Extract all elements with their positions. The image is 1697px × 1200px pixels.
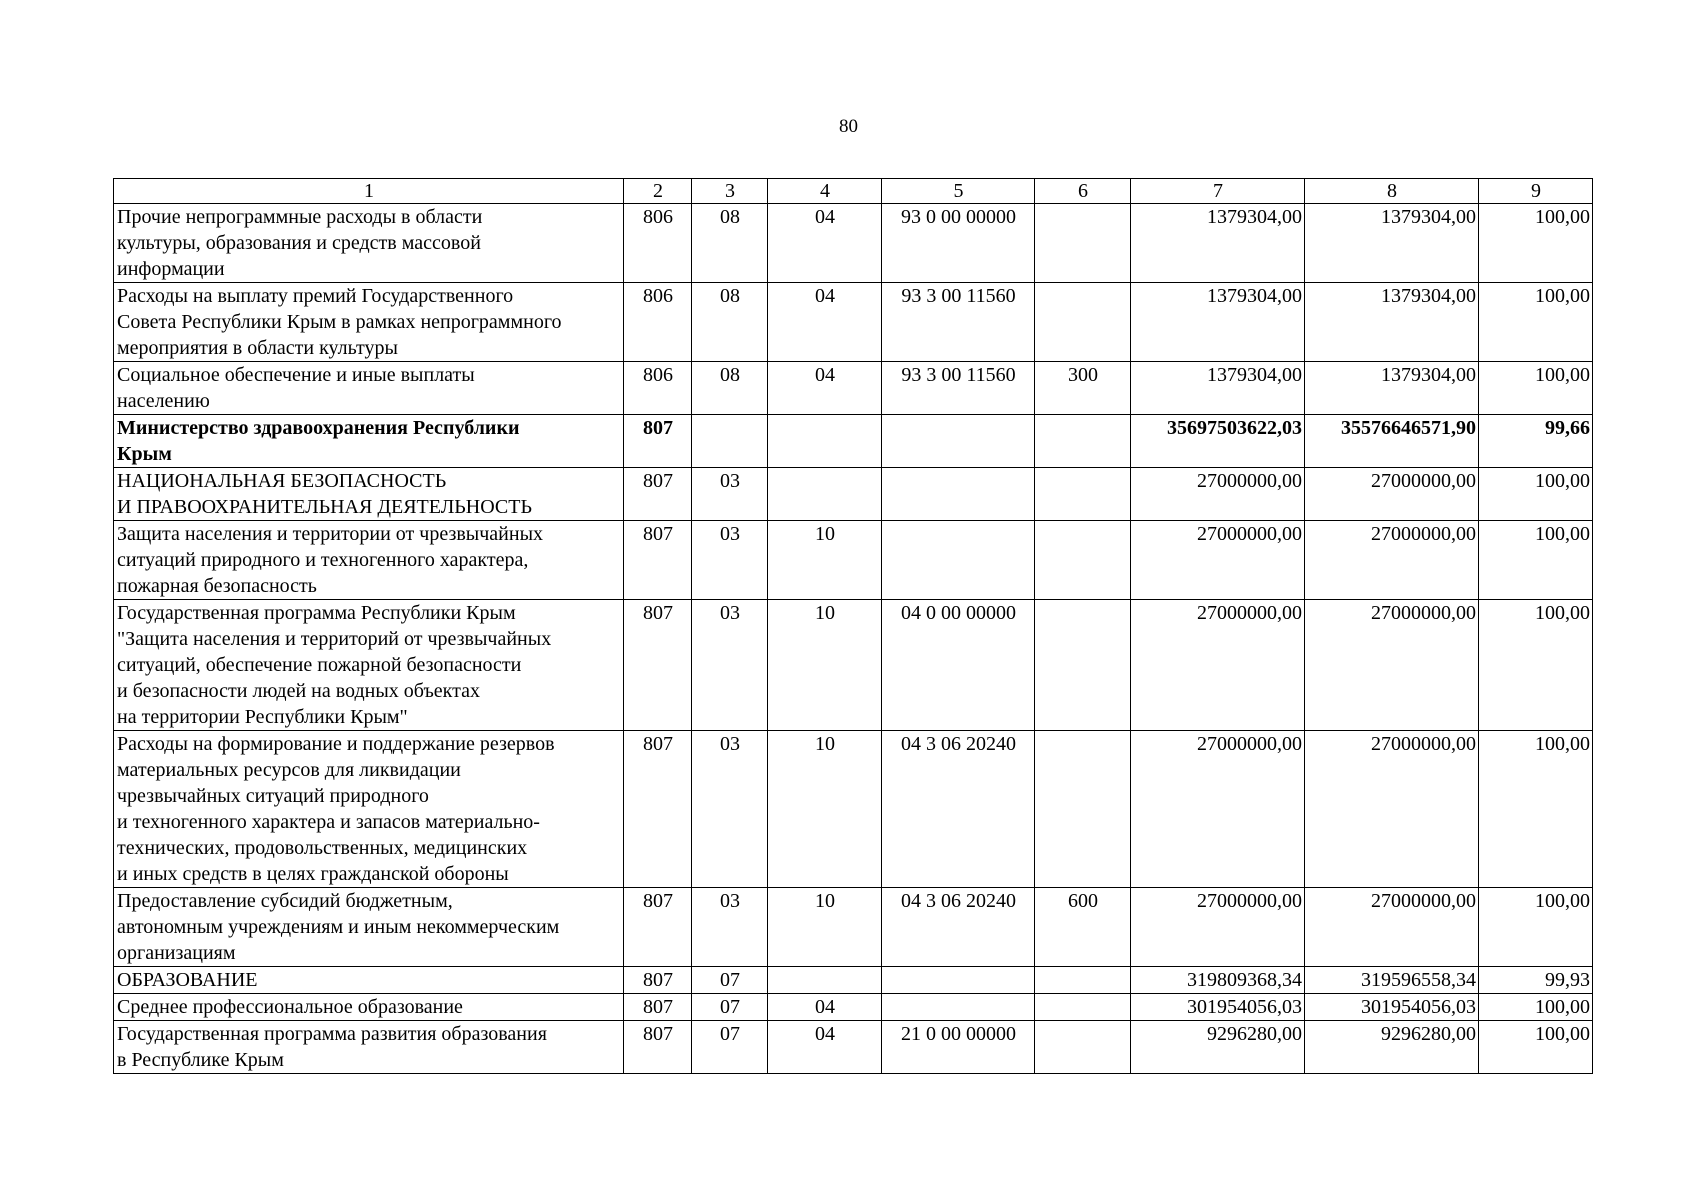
expense-type-cell	[1035, 994, 1131, 1021]
expense-type-cell: 600	[1035, 888, 1131, 967]
row-name-cell: Социальное обеспечение и иные выплаты населению	[114, 362, 624, 415]
plan-amount-cell: 27000000,00	[1131, 521, 1305, 600]
actual-amount-cell: 1379304,00	[1305, 204, 1479, 283]
actual-amount-cell: 27000000,00	[1305, 521, 1479, 600]
actual-amount-cell: 1379304,00	[1305, 362, 1479, 415]
percent-cell: 100,00	[1479, 521, 1593, 600]
actual-amount-cell: 35576646571,90	[1305, 415, 1479, 468]
percent-cell: 100,00	[1479, 731, 1593, 888]
actual-amount-cell: 27000000,00	[1305, 731, 1479, 888]
table-row	[114, 888, 1593, 967]
table-row	[114, 283, 1593, 362]
row-name-cell: Предоставление субсидий бюджетным, автономным учреждениям и иным некоммерческим организациям	[114, 888, 624, 967]
header-cell: 6	[1035, 179, 1131, 204]
expense-type-cell	[1035, 283, 1131, 362]
plan-amount-cell: 27000000,00	[1131, 731, 1305, 888]
actual-amount-cell: 9296280,00	[1305, 1021, 1479, 1074]
target-article-cell: 93 3 00 11560	[882, 283, 1035, 362]
grbs-code-cell: 806	[624, 204, 692, 283]
target-article-cell: 04 0 00 00000	[882, 600, 1035, 731]
percent-cell: 100,00	[1479, 468, 1593, 521]
subsection-code-cell	[768, 967, 882, 994]
row-name-cell: Расходы на выплату премий Государственного Совета Республики Крым в рамках непрограммного мероприятия в области культуры	[114, 283, 624, 362]
plan-amount-cell: 35697503622,03	[1131, 415, 1305, 468]
row-name-cell: ОБРАЗОВАНИЕ	[114, 967, 624, 994]
target-article-cell: 93 0 00 00000	[882, 204, 1035, 283]
header-cell: 3	[692, 179, 768, 204]
section-code-cell: 07	[692, 967, 768, 994]
target-article-cell	[882, 468, 1035, 521]
subsection-code-cell	[768, 468, 882, 521]
grbs-code-cell: 806	[624, 283, 692, 362]
percent-cell: 100,00	[1479, 283, 1593, 362]
section-code-cell	[692, 415, 768, 468]
subsection-code-cell: 10	[768, 600, 882, 731]
subsection-code-cell: 04	[768, 362, 882, 415]
target-article-cell	[882, 994, 1035, 1021]
table-row	[114, 967, 1593, 994]
plan-amount-cell: 319809368,34	[1131, 967, 1305, 994]
subsection-code-cell: 04	[768, 283, 882, 362]
percent-cell: 99,66	[1479, 415, 1593, 468]
table-row	[114, 521, 1593, 600]
header-cell: 4	[768, 179, 882, 204]
subsection-code-cell	[768, 415, 882, 468]
target-article-cell	[882, 967, 1035, 994]
target-article-cell: 04 3 06 20240	[882, 731, 1035, 888]
table-row	[114, 204, 1593, 283]
plan-amount-cell: 1379304,00	[1131, 204, 1305, 283]
section-code-cell: 03	[692, 888, 768, 967]
percent-cell: 100,00	[1479, 888, 1593, 967]
expense-type-cell	[1035, 415, 1131, 468]
row-name-cell: Министерство здравоохранения Республики Крым	[114, 415, 624, 468]
section-code-cell: 08	[692, 362, 768, 415]
percent-cell: 100,00	[1479, 362, 1593, 415]
actual-amount-cell: 319596558,34	[1305, 967, 1479, 994]
page-number: 80	[839, 116, 858, 137]
plan-amount-cell: 1379304,00	[1131, 283, 1305, 362]
expense-type-cell	[1035, 1021, 1131, 1074]
expense-type-cell: 300	[1035, 362, 1131, 415]
target-article-cell: 04 3 06 20240	[882, 888, 1035, 967]
target-article-cell	[882, 521, 1035, 600]
header-cell: 2	[624, 179, 692, 204]
percent-cell: 100,00	[1479, 1021, 1593, 1074]
expense-type-cell	[1035, 967, 1131, 994]
expense-type-cell	[1035, 731, 1131, 888]
section-code-cell: 03	[692, 731, 768, 888]
grbs-code-cell: 807	[624, 967, 692, 994]
section-code-cell: 03	[692, 521, 768, 600]
row-name-cell: Защита населения и территории от чрезвычайных ситуаций природного и техногенного характера, пожарная безопасность	[114, 521, 624, 600]
actual-amount-cell: 27000000,00	[1305, 468, 1479, 521]
actual-amount-cell: 301954056,03	[1305, 994, 1479, 1021]
header-cell: 1	[114, 179, 624, 204]
percent-cell: 100,00	[1479, 204, 1593, 283]
table-row	[114, 994, 1593, 1021]
grbs-code-cell: 807	[624, 994, 692, 1021]
grbs-code-cell: 807	[624, 731, 692, 888]
subsection-code-cell: 04	[768, 1021, 882, 1074]
section-code-cell: 03	[692, 468, 768, 521]
expense-type-cell	[1035, 468, 1131, 521]
section-code-cell: 08	[692, 204, 768, 283]
target-article-cell: 21 0 00 00000	[882, 1021, 1035, 1074]
percent-cell: 99,93	[1479, 967, 1593, 994]
row-name-cell: Расходы на формирование и поддержание резервов материальных ресурсов для ликвидации чрезвычайных ситуаций природного и техногенного характера и запасов материально- технических, продовольственных, медицинских и иных средств в целях гражданской обороны	[114, 731, 624, 888]
subsection-code-cell: 10	[768, 521, 882, 600]
plan-amount-cell: 9296280,00	[1131, 1021, 1305, 1074]
subsection-code-cell: 04	[768, 204, 882, 283]
header-cell: 9	[1479, 179, 1593, 204]
grbs-code-cell: 806	[624, 362, 692, 415]
section-code-cell: 03	[692, 600, 768, 731]
target-article-cell	[882, 415, 1035, 468]
row-name-cell: НАЦИОНАЛЬНАЯ БЕЗОПАСНОСТЬ И ПРАВООХРАНИТЕЛЬНАЯ ДЕЯТЕЛЬНОСТЬ	[114, 468, 624, 521]
target-article-cell: 93 3 00 11560	[882, 362, 1035, 415]
percent-cell: 100,00	[1479, 600, 1593, 731]
grbs-code-cell: 807	[624, 468, 692, 521]
actual-amount-cell: 27000000,00	[1305, 600, 1479, 731]
table-row	[114, 468, 1593, 521]
row-name-cell: Государственная программа Республики Крым "Защита населения и территорий от чрезвычайных ситуаций, обеспечение пожарной безопасности и безопасности людей на водных объектах на территории Республики Крым"	[114, 600, 624, 731]
header-cell: 8	[1305, 179, 1479, 204]
header-cell: 5	[882, 179, 1035, 204]
percent-cell: 100,00	[1479, 994, 1593, 1021]
subsection-code-cell: 04	[768, 994, 882, 1021]
plan-amount-cell: 301954056,03	[1131, 994, 1305, 1021]
section-code-cell: 07	[692, 1021, 768, 1074]
row-name-cell: Среднее профессиональное образование	[114, 994, 624, 1021]
plan-amount-cell: 27000000,00	[1131, 600, 1305, 731]
plan-amount-cell: 1379304,00	[1131, 362, 1305, 415]
actual-amount-cell: 1379304,00	[1305, 283, 1479, 362]
plan-amount-cell: 27000000,00	[1131, 888, 1305, 967]
actual-amount-cell: 27000000,00	[1305, 888, 1479, 967]
plan-amount-cell: 27000000,00	[1131, 468, 1305, 521]
expense-type-cell	[1035, 521, 1131, 600]
grbs-code-cell: 807	[624, 888, 692, 967]
header-row	[114, 179, 1593, 204]
table-row	[114, 600, 1593, 731]
header-cell: 7	[1131, 179, 1305, 204]
table-row	[114, 362, 1593, 415]
subsection-code-cell: 10	[768, 888, 882, 967]
row-name-cell: Прочие непрограммные расходы в области культуры, образования и средств массовой информации	[114, 204, 624, 283]
row-name-cell: Государственная программа развития образования в Республике Крым	[114, 1021, 624, 1074]
grbs-code-cell: 807	[624, 521, 692, 600]
grbs-code-cell: 807	[624, 415, 692, 468]
budget-table	[113, 178, 1593, 1074]
table-row	[114, 1021, 1593, 1074]
table-row	[114, 731, 1593, 888]
grbs-code-cell: 807	[624, 1021, 692, 1074]
section-code-cell: 08	[692, 283, 768, 362]
expense-type-cell	[1035, 204, 1131, 283]
subsection-code-cell: 10	[768, 731, 882, 888]
grbs-code-cell: 807	[624, 600, 692, 731]
table-row	[114, 415, 1593, 468]
section-code-cell: 07	[692, 994, 768, 1021]
expense-type-cell	[1035, 600, 1131, 731]
